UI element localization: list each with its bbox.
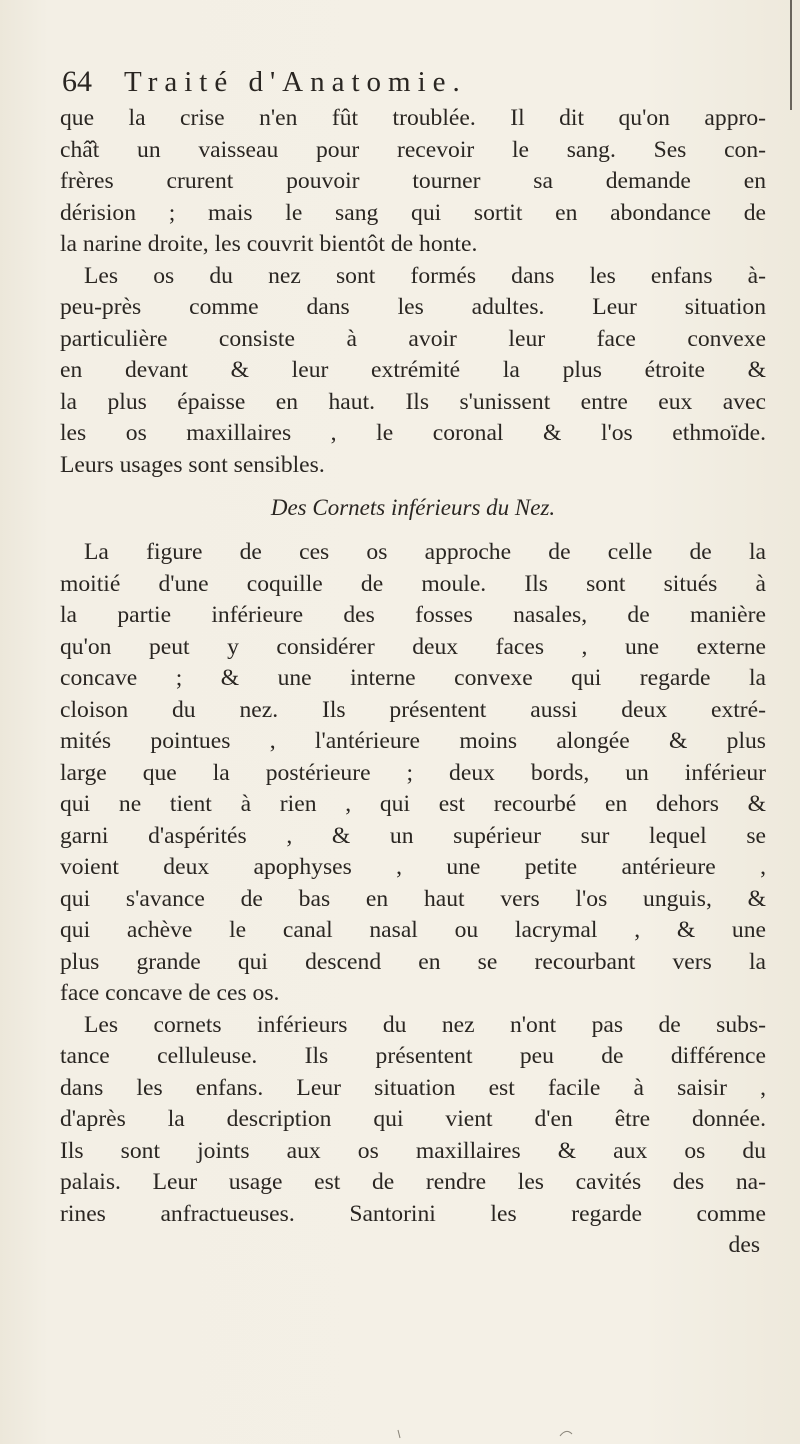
text-line: les os maxillaires , le coronal & l'os ethmoïde.: [60, 420, 766, 446]
ink-speck: [398, 1430, 400, 1438]
text-line: voient deux apophyses , une petite antérieure ,: [60, 854, 766, 880]
text-line: qu'on peut y considérer deux faces , une externe: [60, 633, 766, 660]
paragraph-3: [60, 537, 766, 1010]
text-line: peu-près comme dans les adultes. Leur situation: [60, 294, 766, 320]
text-line: rines anfractueuses. Santorini les regarde comme: [60, 1200, 766, 1227]
text-line: Les os du nez sont formés dans les enfans à-: [84, 262, 766, 289]
text-line: la plus épaisse en haut. Ils s'unissent entre eux avec: [60, 388, 766, 415]
section-heading: Des Cornets inférieurs du Nez.: [270, 495, 556, 520]
paragraph-2: [60, 261, 766, 482]
text-line: La figure de ces os approche de celle de la: [84, 539, 766, 565]
text-line: châ̂t un vaisseau pour recevoir le sang. Ses con-: [60, 136, 766, 163]
paragraph-1: [60, 103, 766, 261]
paragraph-4: [60, 1010, 766, 1231]
text-line: d'après la description qui vient d'en être donnée.: [60, 1106, 766, 1132]
catchword: des: [728, 1232, 760, 1258]
text-line: cloison du nez. Ils présentent aussi deux extré-: [60, 696, 766, 723]
text-line: qui s'avance de bas en haut vers l'os unguis, &: [60, 885, 766, 912]
text-line: garni d'aspérités , & un supérieur sur lequel se: [60, 822, 766, 849]
page-number: 64: [62, 65, 92, 98]
text-line: que la crise n'en fût troublée. Il dit qu'on appro-: [60, 105, 766, 131]
text-line: en devant & leur extrémité la plus étroite &: [60, 357, 766, 383]
text-line: Les cornets inférieurs du nez n'ont pas de subs-: [84, 1011, 766, 1038]
text-line: dérision ; mais le sang qui sortit en abondance de: [60, 199, 766, 226]
text-line: concave ; & une interne convexe qui regarde la: [60, 665, 766, 691]
ink-speck: [560, 1431, 572, 1436]
text-line: frères crurent pouvoir tourner sa demande en: [60, 168, 766, 194]
text-line: face concave de ces os.: [60, 980, 280, 1006]
text-line: la partie inférieure des fosses nasales, de manière: [60, 602, 766, 628]
text-line: particulière consiste à avoir leur face convexe: [60, 325, 766, 352]
text-line: mités pointues , l'antérieure moins alongée & plus: [60, 728, 766, 754]
body-text: [60, 103, 766, 1262]
text-line: plus grande qui descend en se recourbant vers la: [60, 948, 766, 975]
text-line: qui achève le canal nasal ou lacrymal , & une: [60, 917, 766, 943]
text-line: Leurs usages sont sensibles.: [60, 451, 325, 478]
page-edge-line: [790, 0, 792, 110]
text-line: Ils sont joints aux os maxillaires & aux os du: [60, 1137, 766, 1164]
text-line: tance celluleuse. Ils présentent peu de différence: [60, 1043, 766, 1069]
page-header: [62, 64, 762, 104]
text-line: dans les enfans. Leur situation est facile à saisir ,: [60, 1074, 766, 1101]
text-line: la narine droite, les couvrit bientôt de honte.: [60, 231, 478, 257]
text-line: qui ne tient à rien , qui est recourbé en dehors &: [60, 791, 766, 817]
running-title: Traité d'Anatomie.: [124, 66, 467, 98]
text-line: large que la postérieure ; deux bords, un inférieur: [60, 759, 766, 786]
text-line: palais. Leur usage est de rendre les cavités des na-: [60, 1169, 766, 1195]
text-line: moitié d'une coquille de moule. Ils sont situés à: [60, 570, 766, 597]
